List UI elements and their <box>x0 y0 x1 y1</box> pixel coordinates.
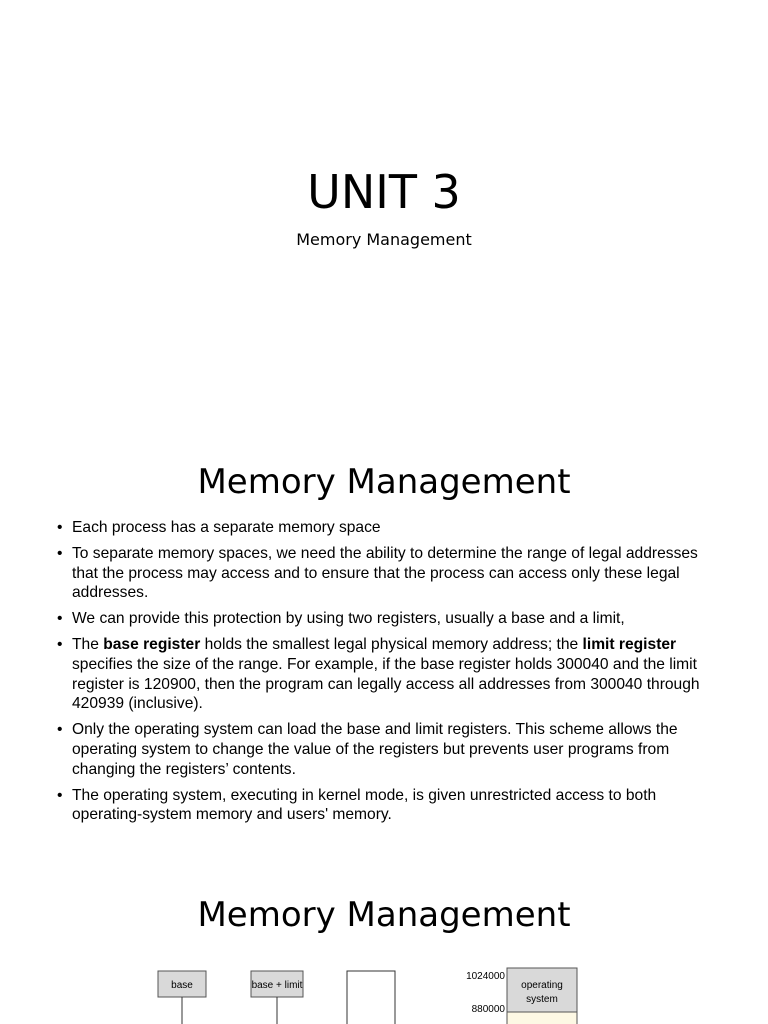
bullet-text-part: holds the smallest legal physical memory address; the <box>200 636 583 654</box>
address-top-label: 1024000 <box>466 971 505 982</box>
memory-management-slide <box>0 430 768 860</box>
bullet-text-part: specifies the size of the range. For example, if the base register holds 300040 and the limit register is 120900, then the program can legally access all addresses from 300040 through 420939 (inclusive). <box>72 656 700 713</box>
base-register-label: base <box>171 980 193 991</box>
bullet-text: We can provide this protection by using two registers, usually a base and a limit, <box>72 610 625 628</box>
bold-term: limit register <box>582 636 677 654</box>
process-column <box>347 971 395 1024</box>
slide-heading: Memory Management <box>197 895 571 935</box>
title-slide <box>0 0 768 430</box>
os-label-line2: system <box>526 994 558 1005</box>
bullet-item <box>56 720 716 779</box>
os-label-line1: operating <box>521 980 563 991</box>
bold-term: base register <box>103 636 201 654</box>
memory-diagram-slide <box>0 860 768 1024</box>
slide-heading: Memory Management <box>197 462 571 502</box>
bullet-text-part: The <box>72 636 104 654</box>
bullet-text: Each process has a separate memory space <box>72 519 381 536</box>
bullet-text: The operating system, executing in kernel mode, is given unrestricted access to both operating-system memory and users' memory. <box>72 786 657 824</box>
slide-subtitle: Memory Management <box>296 230 472 249</box>
bullet-text: Only the operating system can load the base and limit registers. This scheme allows the operating system to change the value of the registers but prevents user programs from changing the registers’ contents. <box>72 721 678 778</box>
bullet-item <box>56 786 716 825</box>
slide-title: UNIT 3 <box>307 165 461 219</box>
diagram-svg <box>0 960 768 1024</box>
base-limit-label: base + limit <box>251 980 303 991</box>
bullet-list <box>56 518 716 831</box>
user-memory-region <box>507 1012 577 1024</box>
bullet-item <box>56 544 716 603</box>
bullet-item <box>56 518 716 538</box>
bullet-item <box>56 609 716 629</box>
base-limit-diagram <box>0 960 768 1024</box>
bullet-text: To separate memory spaces, we need the ability to determine the range of legal addresses that the process may access and to ensure that the process can access only these legal addresses. <box>72 545 698 602</box>
bullet-item <box>56 635 716 713</box>
address-second-label: 880000 <box>471 1004 505 1015</box>
